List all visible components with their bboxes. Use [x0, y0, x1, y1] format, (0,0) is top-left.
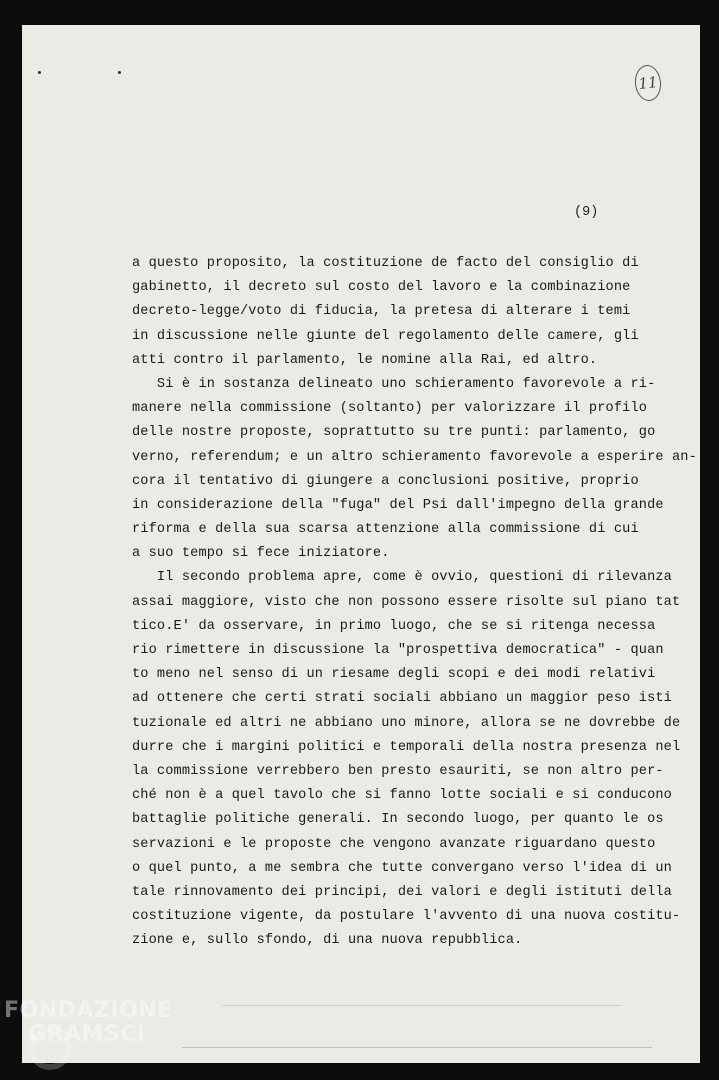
watermark-line-2: GRAMSCI: [28, 1022, 146, 1047]
typed-body-text: [132, 252, 697, 953]
text-line: delle nostre proposte, soprattutto su tre punti: parlamento, go: [132, 425, 656, 441]
text-line: ché non è a quel tavolo che si fanno lotte sociali e si conducono: [132, 788, 672, 804]
text-line: verno, referendum; e un altro schieramento favorevole a esperire an-: [132, 449, 697, 465]
text-line: manere nella commissione (soltanto) per valorizzare il profilo: [132, 401, 648, 417]
page-stamp-number: 11: [637, 73, 659, 93]
document-page: [22, 25, 700, 1063]
text-line: to meno nel senso di un riesame degli scopi e dei modi relativi: [132, 667, 656, 683]
page-number: (9): [574, 205, 599, 220]
text-line: a questo proposito, la costituzione de facto del consiglio di: [132, 256, 639, 271]
text-line: ad ottenere che certi strati sociali abbiano un maggior peso isti: [132, 691, 672, 707]
text-line: Il secondo problema apre, come è ovvio, questioni di rilevanza: [132, 570, 672, 586]
punch-mark: [38, 71, 41, 74]
text-line: servazioni e le proposte che vengono avanzate riguardano questo: [132, 836, 656, 852]
punch-mark: [118, 71, 121, 74]
text-line: decreto-legge/voto di fiducia, la pretesa di alterare i temi: [132, 304, 631, 320]
text-line: rio rimettere in discussione la "prospettiva democratica" - quan: [132, 643, 664, 658]
text-line: tale rinnovamento dei principi, dei valori e degli istituti della: [132, 884, 672, 900]
text-line: assai maggiore, visto che non possono essere risolte sul piano tat: [132, 594, 681, 610]
text-line: costituzione vigente, da postulare l'avvento di una nuova costitu-: [132, 909, 681, 925]
text-line: cora il tentativo di giungere a conclusioni positive, proprio: [132, 473, 639, 489]
text-line: riforma e della sua scarsa attenzione alla commissione di cui: [132, 522, 639, 538]
text-line: atti contro il parlamento, le nomine alla Rai, ed altro.: [132, 352, 598, 368]
text-line: la commissione verrebbero ben presto esauriti, se non altro per-: [132, 763, 664, 779]
faint-rule-line: [222, 1005, 622, 1006]
text-line: in considerazione della "fuga" del Psi dall'impegno della grande: [132, 497, 664, 513]
text-line: o quel punto, a me sembra che tutte convergano verso l'idea di un: [132, 860, 672, 876]
text-line: zione e, sullo sfondo, di una nuova repubblica.: [132, 933, 523, 949]
text-line: in discussione nelle giunte del regolamento delle camere, gli: [132, 328, 639, 344]
handwritten-page-stamp: [633, 64, 663, 103]
text-line: durre che i margini politici e temporali della nostra presenza nel: [132, 739, 681, 755]
archive-watermark: [4, 1000, 173, 1046]
text-line: gabinetto, il decreto sul costo del lavoro e la combinazione: [132, 280, 631, 296]
faint-rule-line: [182, 1047, 652, 1048]
watermark-line-1: FONDAZIONE: [4, 998, 173, 1023]
text-line: Si è in sostanza delineato uno schieramento favorevole a ri-: [132, 376, 656, 392]
text-line: battaglie politiche generali. In secondo luogo, per quanto le os: [132, 812, 664, 828]
text-line: tuzionale ed altri ne abbiano uno minore, allora se ne dovrebbe de: [132, 715, 681, 731]
text-line: a suo tempo si fece iniziatore.: [132, 546, 390, 562]
text-line: tico.E' da osservare, in primo luogo, che se si ritenga necessa: [132, 618, 656, 634]
